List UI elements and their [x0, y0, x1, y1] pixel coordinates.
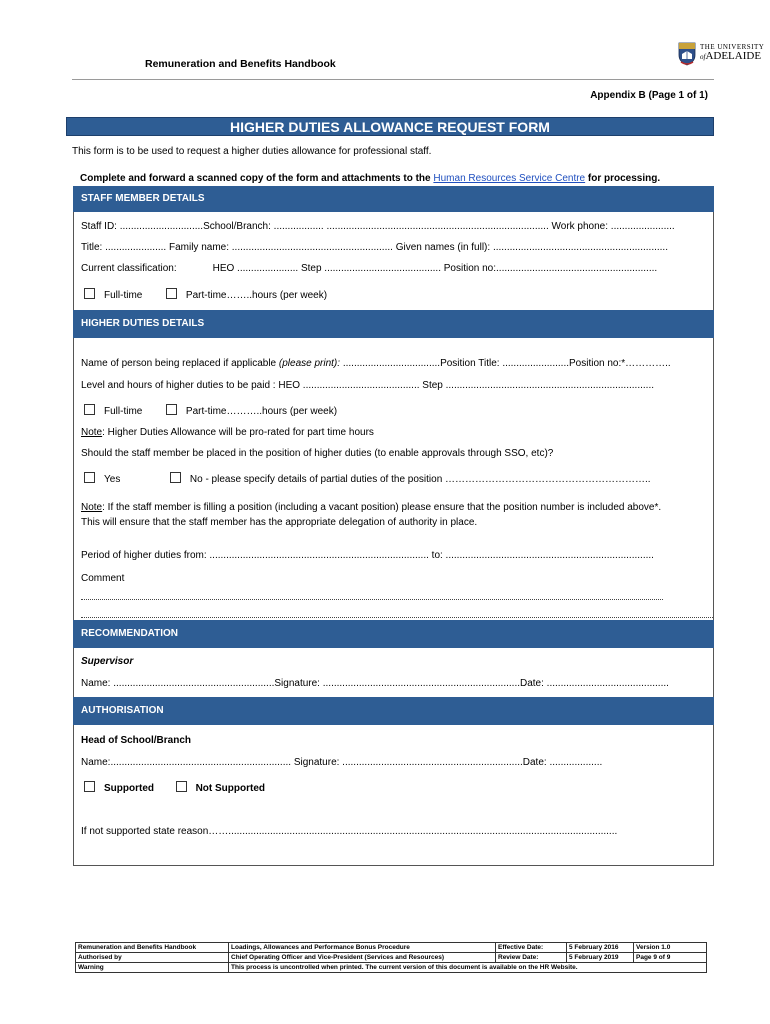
footer-cell: Authorised by: [76, 953, 229, 963]
position-number-note: Note: If the staff member is filling a position (including a vacant position) please ensure that the position number is included above*.: [81, 502, 662, 513]
footer-cell: Page 9 of 9: [634, 953, 707, 963]
higher-duties-heading: HIGHER DUTIES DETAILS: [73, 310, 714, 338]
comment-line-2[interactable]: [81, 617, 713, 618]
form-intro: This form is to be used to request a higher duties allowance for professional staff.: [72, 146, 432, 157]
replaced-person-line[interactable]: Name of person being replaced if applicable (please print): ...................................Position Title: ........................Position no:*…………..: [81, 358, 671, 369]
higher-employment-type: Full-time Part-time………..hours (per week): [81, 404, 337, 417]
footer-cell: Warning: [76, 963, 229, 973]
support-options: Supported Not Supported: [81, 781, 265, 794]
yes-checkbox[interactable]: [84, 472, 95, 483]
level-hours-line[interactable]: Level and hours of higher duties to be paid : HEO .......................................... Step ...........................................................................: [81, 380, 654, 391]
form-instruction: Complete and forward a scanned copy of the form and attachments to the Human Resources Service Centre for processing.: [80, 173, 661, 184]
supported-checkbox[interactable]: [84, 781, 95, 792]
head-of-school-label: Head of School/Branch: [81, 735, 192, 746]
footer-cell: Effective Date:: [496, 943, 567, 953]
higher-fulltime-checkbox[interactable]: [84, 404, 95, 415]
form-title: HIGHER DUTIES ALLOWANCE REQUEST FORM: [66, 117, 714, 136]
staff-details-heading: STAFF MEMBER DETAILS: [73, 186, 714, 212]
classification-line[interactable]: Current classification: HEO ...................... Step .......................................... Position no:..........................................................: [81, 263, 658, 274]
comment-label: Comment: [81, 573, 125, 584]
footer-cell: Loadings, Allowances and Performance Bonus Procedure: [229, 943, 496, 953]
crest-icon: [678, 42, 696, 66]
footer-cell: Remuneration and Benefits Handbook: [76, 943, 229, 953]
handbook-title: Remuneration and Benefits Handbook: [145, 58, 336, 70]
sso-answer: Yes No - please specify details of partial duties of the position ……………………………………………………..: [81, 472, 651, 485]
footer-cell: This process is uncontrolled when printed. The current version of this document is available on the HR Website.: [229, 963, 707, 973]
table-row: [76, 963, 707, 973]
footer-cell: Chief Operating Officer and Vice-President (Services and Resources): [229, 953, 496, 963]
period-line[interactable]: Period of higher duties from: ............................................................................... to: ...........................................................................: [81, 550, 654, 561]
footer-cell: 5 February 2016: [567, 943, 634, 953]
hr-service-centre-link[interactable]: Human Resources Service Centre: [433, 173, 586, 184]
staff-parttime-checkbox[interactable]: [166, 288, 177, 299]
header-divider: [72, 79, 714, 80]
not-supported-checkbox[interactable]: [176, 781, 187, 792]
no-checkbox[interactable]: [170, 472, 181, 483]
name-line[interactable]: Title: ...................... Family name: .......................................................... Given names (in full): ...............................................................: [81, 242, 668, 253]
authorisation-heading: AUTHORISATION: [73, 697, 714, 725]
footer-table: [75, 942, 707, 973]
footer-cell: 5 February 2019: [567, 953, 634, 963]
delegation-note: This will ensure that the staff member has the appropriate delegation of authority in place.: [81, 517, 478, 528]
recommendation-heading: RECOMMENDATION: [73, 620, 714, 648]
supervisor-sign-line[interactable]: Name: ..........................................................Signature: .......................................................................Date: ............................................: [81, 678, 669, 689]
not-supported-reason-line[interactable]: If not supported state reason……............................................................................................................................................: [81, 826, 618, 837]
prorata-note: Note: Higher Duties Allowance will be pro-rated for part time hours: [81, 427, 374, 438]
appendix-label: Appendix B (Page 1 of 1): [590, 90, 708, 101]
sso-question: Should the staff member be placed in the position of higher duties (to enable approvals through SSO, etc)?: [81, 448, 554, 459]
footer-cell: Review Date:: [496, 953, 567, 963]
table-row: [76, 943, 707, 953]
footer-cell: Version 1.0: [634, 943, 707, 953]
higher-parttime-checkbox[interactable]: [166, 404, 177, 415]
staff-id-line[interactable]: Staff ID: ..............................School/Branch: .................. ................................................................................ Work phone: .......................: [81, 221, 675, 232]
comment-line-1[interactable]: [81, 599, 663, 600]
staff-employment-type: Full-time Part-time……..hours (per week): [81, 288, 327, 301]
university-logo: [678, 42, 768, 70]
logo-line-1: THE UNIVERSITY: [700, 43, 765, 51]
supervisor-label: Supervisor: [81, 656, 134, 667]
logo-line-2: ofADELAIDE: [700, 50, 762, 62]
table-row: [76, 953, 707, 963]
staff-fulltime-checkbox[interactable]: [84, 288, 95, 299]
head-sign-line[interactable]: Name:................................................................. Signature: .................................................................Date: ...................: [81, 757, 603, 768]
